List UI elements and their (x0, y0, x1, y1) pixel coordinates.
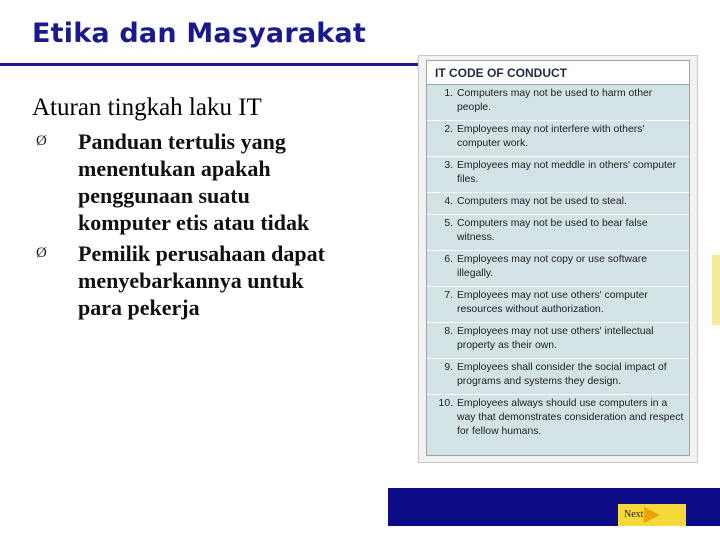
code-of-conduct-item (427, 193, 689, 215)
item-number: 9. (444, 362, 453, 373)
bullet-item (36, 240, 326, 321)
item-text: Employees may not meddle in others' computer files. (457, 160, 677, 185)
bullet-list (36, 128, 326, 325)
bullet-text: Pemilik perusahaan dapat menyebarkannya untuk para pekerja (78, 241, 325, 320)
bullet-item (36, 128, 326, 236)
item-number: 3. (444, 160, 453, 171)
item-number: 6. (444, 254, 453, 265)
item-number: 4. (444, 196, 453, 207)
next-button[interactable] (618, 504, 686, 526)
item-text: Employees may not use others' intellectual property as their own. (457, 326, 654, 351)
item-text: Computers may not be used to harm other people. (457, 88, 653, 113)
bullet-text: Panduan tertulis yang menentukan apakah penggunaan suatu komputer etis atau tidak (78, 129, 310, 235)
bullet-arrow-icon: Ø (36, 245, 47, 261)
code-of-conduct-item (427, 215, 689, 251)
right-edge-accent (712, 255, 720, 325)
item-text: Employees may not copy or use software illegally. (457, 254, 648, 279)
item-number: 8. (444, 326, 453, 337)
code-of-conduct-item (427, 323, 689, 359)
code-of-conduct-list (427, 85, 689, 441)
item-text: Employees shall consider the social impact of programs and systems they design. (457, 362, 667, 387)
code-of-conduct-item (427, 395, 689, 441)
item-text: Computers may not be used to steal. (457, 196, 627, 207)
code-of-conduct-item (427, 287, 689, 323)
item-text: Employees always should use computers in a way that demonstrates consideration and respect for fellow humans. (457, 398, 684, 437)
code-of-conduct-item (427, 251, 689, 287)
item-number: 10. (438, 398, 453, 409)
item-text: Computers may not be used to bear false witness. (457, 218, 648, 243)
slide-title: Etika dan Masyarakat (32, 18, 366, 49)
item-number: 7. (444, 290, 453, 301)
next-button-label: Next (624, 509, 644, 520)
item-text: Employees may not interfere with others' computer work. (457, 124, 645, 149)
item-number: 5. (444, 218, 453, 229)
code-of-conduct-item (427, 157, 689, 193)
code-of-conduct-item (427, 85, 689, 121)
bullet-arrow-icon: Ø (36, 133, 47, 149)
item-number: 2. (444, 124, 453, 135)
item-number: 1. (444, 88, 453, 99)
code-of-conduct-table (426, 60, 690, 456)
code-of-conduct-title: IT CODE OF CONDUCT (427, 61, 689, 85)
title-underline (0, 63, 424, 66)
play-arrow-icon (644, 507, 660, 523)
subheading: Aturan tingkah laku IT (32, 94, 262, 121)
code-of-conduct-item (427, 359, 689, 395)
code-of-conduct-item (427, 121, 689, 157)
item-text: Employees may not use others' computer resources without authorization. (457, 290, 648, 315)
